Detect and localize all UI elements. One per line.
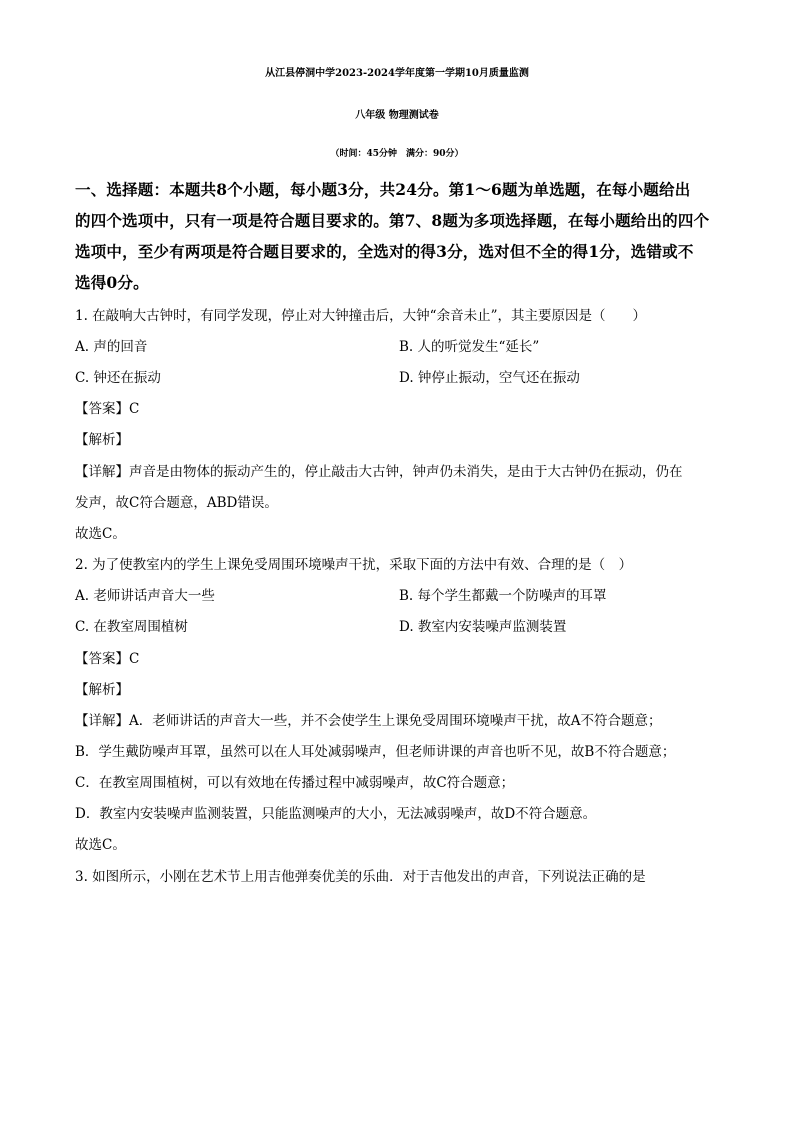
- detail-line: C．在教室周围植树，可以有效地在传播过程中减弱噪声，故C符合题意；: [75, 775, 515, 791]
- option-b: B. 每个学生都戴一个防噪声的耳罩: [399, 588, 607, 604]
- question-stem: 2. 为了使教室内的学生上课免受周围环境噪声干扰，采取下面的方法中有效、合理的是（ ）: [75, 557, 633, 573]
- exam-subtitle: 八年级 物理测试卷: [355, 110, 439, 121]
- question-stem: 3. 如图所示，小刚在艺术节上用吉他弹奏优美的乐曲．对于吉他发出的声音，下列说法正确的是: [75, 869, 646, 885]
- detail-line: 发声，故C符合题意，ABD错误。: [75, 495, 278, 511]
- detail-line: D．教室内安装噪声监测装置，只能监测噪声的大小，无法减弱噪声，故D不符合题意。: [75, 806, 597, 822]
- option-c: C. 在教室周围植树: [75, 619, 188, 635]
- option-d: D. 钟停止振动，空气还在振动: [399, 370, 580, 386]
- conclusion: 故选C。: [75, 837, 126, 853]
- exam-title: 从江县停洞中学2023-2024学年度第一学期10月质量监测: [265, 68, 529, 79]
- analysis-label: 【解析】: [75, 682, 129, 698]
- detail-line: 【详解】声音是由物体的振动产生的，停止敲击大古钟，钟声仍未消失，是由于大古钟仍在振动，仍在: [75, 464, 683, 480]
- section1-intro-line: 选项中，至少有两项是符合题目要求的，全选对的得3分，选对但不全的得1分，选错或不: [75, 242, 694, 261]
- option-b: B. 人的听觉发生“延长”: [399, 339, 540, 355]
- question-stem: 1. 在敲响大古钟时，有同学发现，停止对大钟撞击后，大钟“余音未止”，其主要原因是（ ）: [75, 308, 646, 324]
- conclusion: 故选C。: [75, 526, 126, 542]
- option-a: A. 老师讲话声音大一些: [75, 588, 215, 604]
- detail-line: B．学生戴防噪声耳罩，虽然可以在人耳处减弱噪声，但老师讲课的声音也听不见，故B不符合题意；: [75, 744, 676, 760]
- section1-intro-line: 一、选择题：本题共8个小题，每小题3分，共24分。第1～6题为单选题，在每小题给出: [75, 180, 691, 199]
- answer-label: 【答案】C: [75, 651, 140, 667]
- option-a: A. 声的回音: [75, 339, 148, 355]
- section1-intro-line: 的四个选项中，只有一项是符合题目要求的。第7、8题为多项选择题，在每小题给出的四个: [75, 211, 710, 230]
- analysis-label: 【解析】: [75, 432, 129, 448]
- exam-info: （时间：45分钟 满分：90分）: [330, 149, 464, 159]
- option-c: C. 钟还在振动: [75, 370, 161, 386]
- answer-label: 【答案】C: [75, 401, 140, 417]
- option-d: D. 教室内安装噪声监测装置: [399, 619, 567, 635]
- detail-line: 【详解】A．老师讲话的声音大一些，并不会使学生上课免受周围环境噪声干扰，故A不符合题意；: [75, 713, 662, 729]
- section1-intro-line: 选得0分。: [75, 273, 149, 292]
